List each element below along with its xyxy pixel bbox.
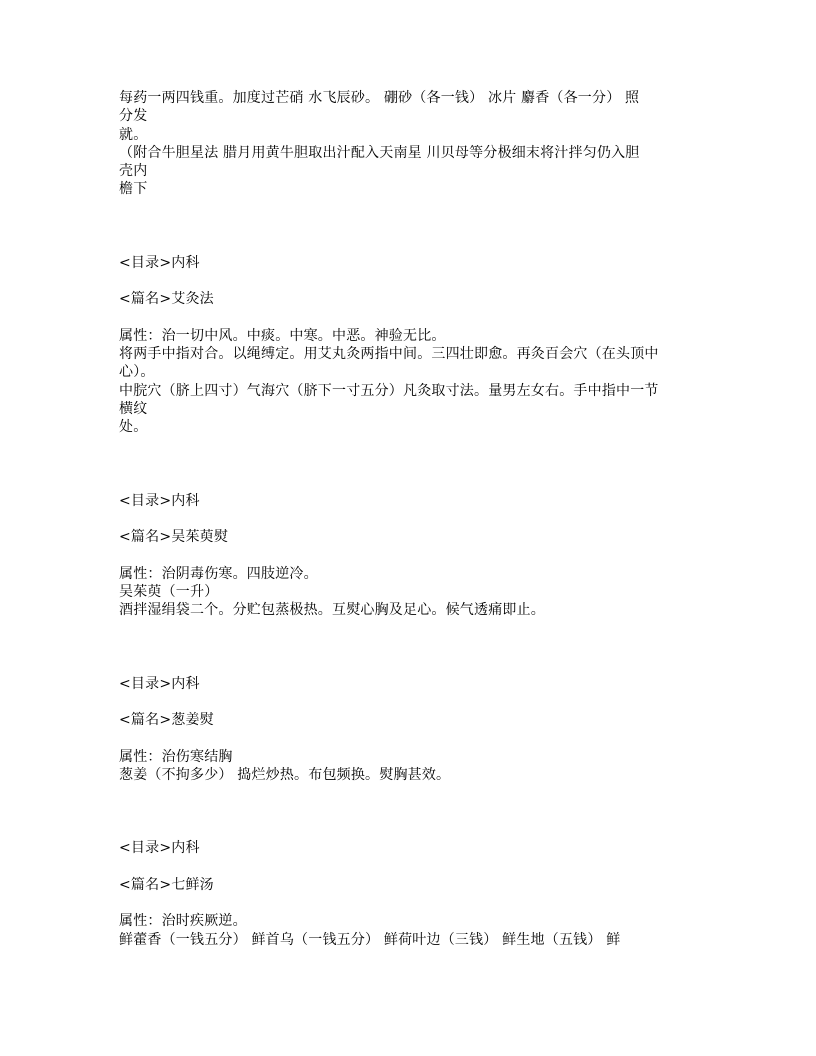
text-line: 处。 — [119, 419, 148, 436]
text-line: （附合牛胆星法 腊月用黄牛胆取出汁配入天南星 川贝母等分极细末将汁拌匀仍入胆 — [119, 144, 640, 161]
blank-line — [119, 309, 679, 327]
blank-line — [119, 455, 679, 473]
text-line: 横纹 — [119, 401, 148, 418]
text-line: 属性：治阴毒伤寒。四肢逆冷。 — [119, 565, 318, 582]
text-line: 酒拌湿绢袋二个。分贮包蒸极热。互熨心胸及足心。候气透痛即止。 — [119, 602, 545, 619]
blank-line — [119, 729, 679, 747]
chapter-title-line: <篇名>吴茱萸熨 — [119, 529, 229, 546]
text-line: 分发 — [119, 108, 148, 125]
blank-line — [119, 784, 679, 802]
blank-line — [119, 638, 679, 656]
text-line: 中脘穴（脐上四寸）气海穴（脐下一寸五分）凡灸取寸法。量男左女右。手中指中一节 — [119, 382, 659, 399]
blank-line — [119, 217, 679, 235]
blank-line — [119, 693, 679, 711]
catalog-line: <目录>内科 — [119, 840, 200, 857]
chapter-title-line: <篇名>艾灸法 — [119, 291, 214, 308]
blank-line — [119, 272, 679, 290]
text-line: 属性：治一切中风。中痰。中寒。中恶。神验无比。 — [119, 327, 446, 344]
blank-line — [119, 199, 679, 217]
document-body — [119, 89, 679, 949]
text-line: 壳内 — [119, 163, 148, 180]
blank-line — [119, 235, 679, 253]
text-line: 属性：治伤寒结胸 — [119, 748, 233, 765]
blank-line — [119, 821, 679, 839]
blank-line — [119, 656, 679, 674]
text-line: 吴茱萸（一升） — [119, 584, 219, 601]
blank-line — [119, 894, 679, 912]
text-line: 葱姜（不拘多少） 捣烂炒热。布包频换。熨胸甚效。 — [119, 766, 451, 783]
blank-line — [119, 473, 679, 491]
blank-line — [119, 437, 679, 455]
blank-line — [119, 857, 679, 875]
text-line: 就。 — [119, 126, 148, 143]
catalog-line: <目录>内科 — [119, 675, 200, 692]
text-line: 将两手中指对合。以绳缚定。用艾丸灸两指中间。三四壮即愈。再灸百会穴（在头顶中 — [119, 346, 659, 363]
blank-line — [119, 546, 679, 564]
text-line: 心）。 — [119, 364, 155, 381]
blank-line — [119, 803, 679, 821]
chapter-title-line: <篇名>葱姜熨 — [119, 712, 214, 729]
blank-line — [119, 620, 679, 638]
text-line: 檐下 — [119, 181, 148, 198]
text-line: 属性：治时疾厥逆。 — [119, 913, 247, 930]
catalog-line: <目录>内科 — [119, 254, 200, 271]
chapter-title-line: <篇名>七鲜汤 — [119, 876, 214, 893]
text-line: 鲜藿香（一钱五分） 鲜首乌（一钱五分） 鲜荷叶边（三钱） 鲜生地（五钱） 鲜 — [119, 931, 621, 948]
catalog-line: <目录>内科 — [119, 492, 200, 509]
text-line: 每药一两四钱重。加度过芒硝 水飞辰砂。 硼砂（各一钱） 冰片 麝香（各一分） 照 — [119, 90, 640, 106]
blank-line — [119, 510, 679, 528]
